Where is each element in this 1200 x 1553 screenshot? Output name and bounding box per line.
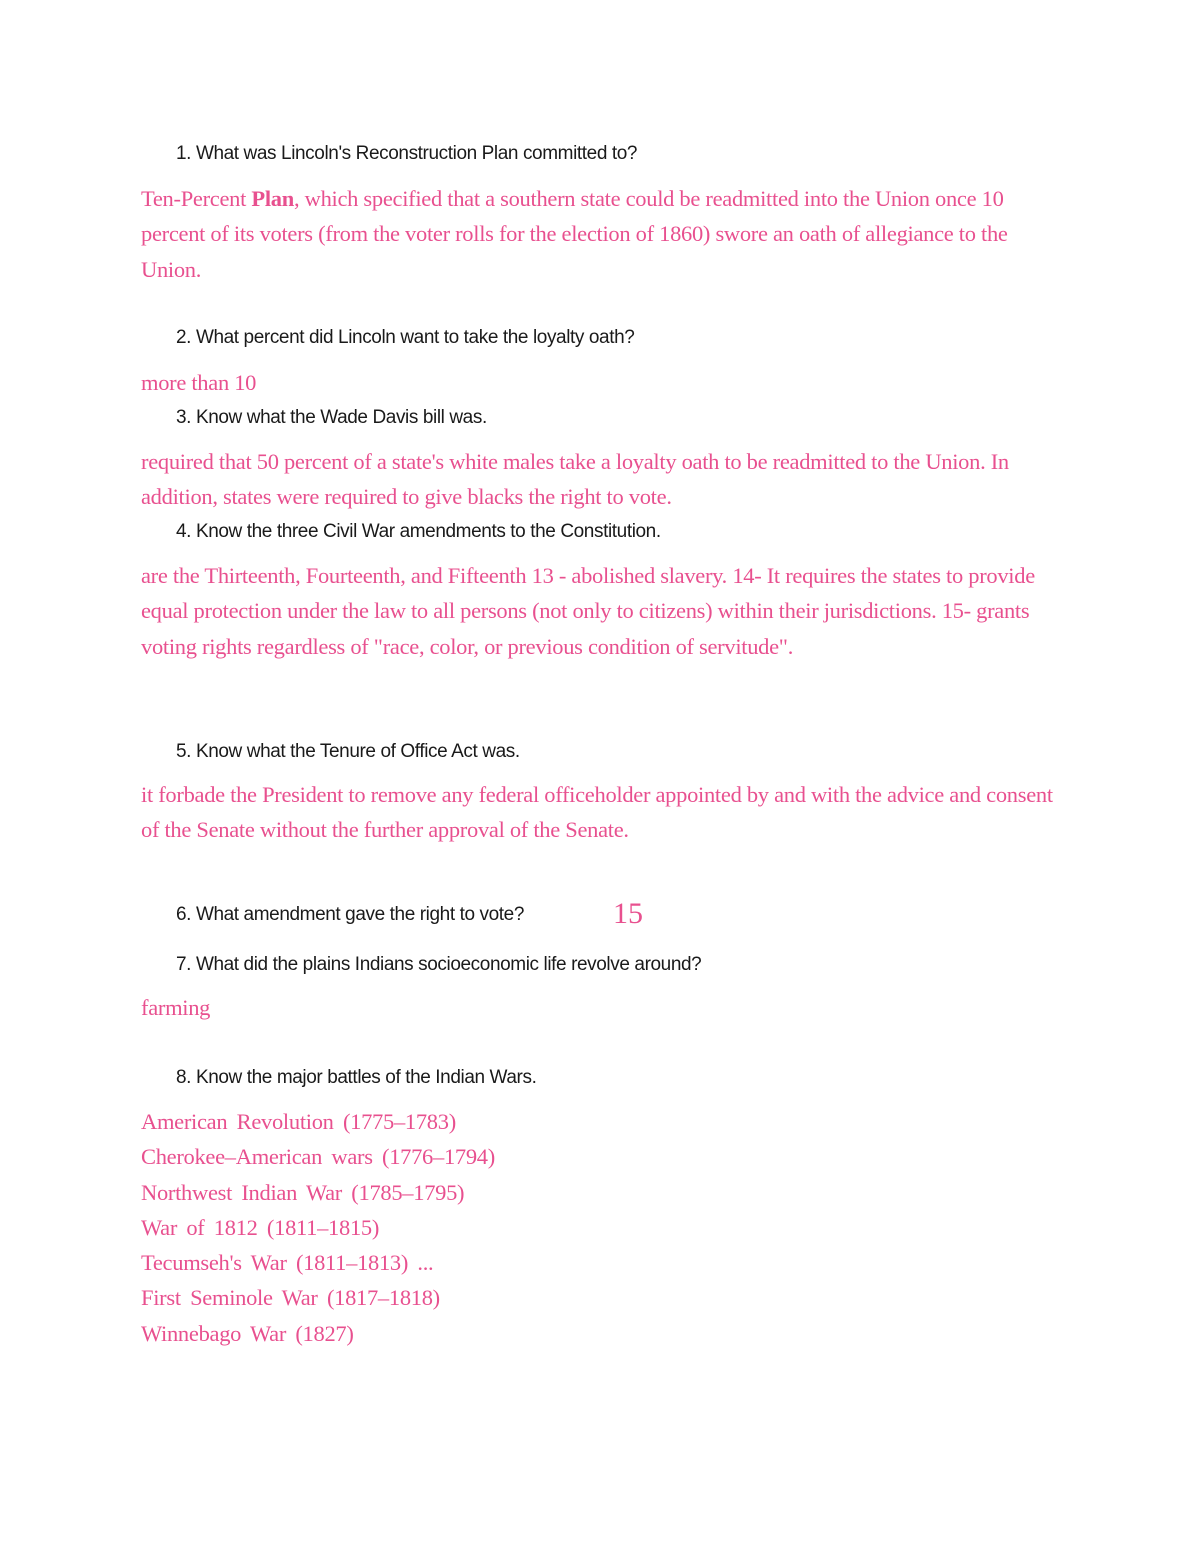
question-text: Know what the Tenure of Office Act was.	[195, 741, 520, 762]
question-number: 8.	[176, 1067, 192, 1088]
question-4	[176, 520, 661, 544]
answer-1-bold: Plan	[251, 186, 294, 211]
question-5	[176, 740, 520, 764]
question-number: 4.	[176, 521, 192, 542]
answer-5: it forbade the President to remove any federal officeholder appointed by and with the advice and consent of the Senate without the further approval of the Senate.	[141, 782, 1053, 843]
answer-1-prefix: Ten-Percent	[141, 186, 252, 211]
question-8	[176, 1066, 536, 1090]
question-6	[176, 903, 524, 927]
list-item: Northwest Indian War (1785–1795)	[141, 1179, 465, 1205]
question-text: What percent did Lincoln want to take the loyalty oath?	[195, 327, 635, 348]
question-number: 3.	[176, 407, 192, 428]
question-number: 1.	[176, 143, 192, 164]
answer-1-rest: , which specified that a southern state could be readmitted into the Union once 10 percent of its voters (from the voter rolls for the election of 1860) swore an oath of allegiance to the Union.	[141, 186, 1008, 282]
answer-3: required that 50 percent of a state's white males take a loyalty oath to be readmitted to the Union. In addition, states were required to give blacks the right to vote.	[141, 449, 1009, 510]
question-number: 2.	[176, 327, 192, 348]
list-item: American Revolution (1775–1783)	[141, 1109, 456, 1134]
question-number: 6.	[176, 904, 192, 925]
question-text: What amendment gave the right to vote?	[195, 904, 524, 925]
answer-2: more than 10	[141, 370, 257, 395]
list-item: Cherokee–American wars (1776–1794)	[141, 1144, 495, 1170]
question-text: Know the three Civil War amendments to the Constitution.	[195, 521, 661, 542]
question-text: What was Lincoln's Reconstruction Plan committed to?	[195, 143, 638, 164]
question-1	[176, 142, 637, 166]
answer-7: farming	[141, 995, 211, 1020]
list-item: War of 1812 (1811–1815)	[141, 1214, 380, 1240]
list-item: Tecumseh's War (1811–1813) ...	[141, 1250, 434, 1276]
question-text: Know what the Wade Davis bill was.	[195, 407, 487, 428]
answer-4: are the Thirteenth, Fourteenth, and Fifteenth 13 - abolished slavery. 14- It requires the states to provide equal protection under the law to all persons (not only to citizens) within their jurisdictions. 15- grants voting rights regardless of "race, color, or previous condition of servitude".	[141, 563, 1035, 659]
question-text: What did the plains Indians socioeconomic life revolve around?	[195, 954, 702, 975]
question-number: 5.	[176, 741, 192, 762]
question-3	[176, 406, 487, 430]
list-item: Winnebago War (1827)	[141, 1320, 354, 1346]
answer-1	[141, 181, 1071, 287]
question-text: Know the major battles of the Indian Wars.	[195, 1067, 537, 1088]
question-2	[176, 326, 634, 350]
question-7	[176, 953, 701, 977]
question-number: 7.	[176, 954, 192, 975]
answer-8-battle-list	[141, 1104, 495, 1351]
list-item: First Seminole War (1817–1818)	[141, 1285, 440, 1311]
answer-6: 15	[613, 897, 643, 930]
